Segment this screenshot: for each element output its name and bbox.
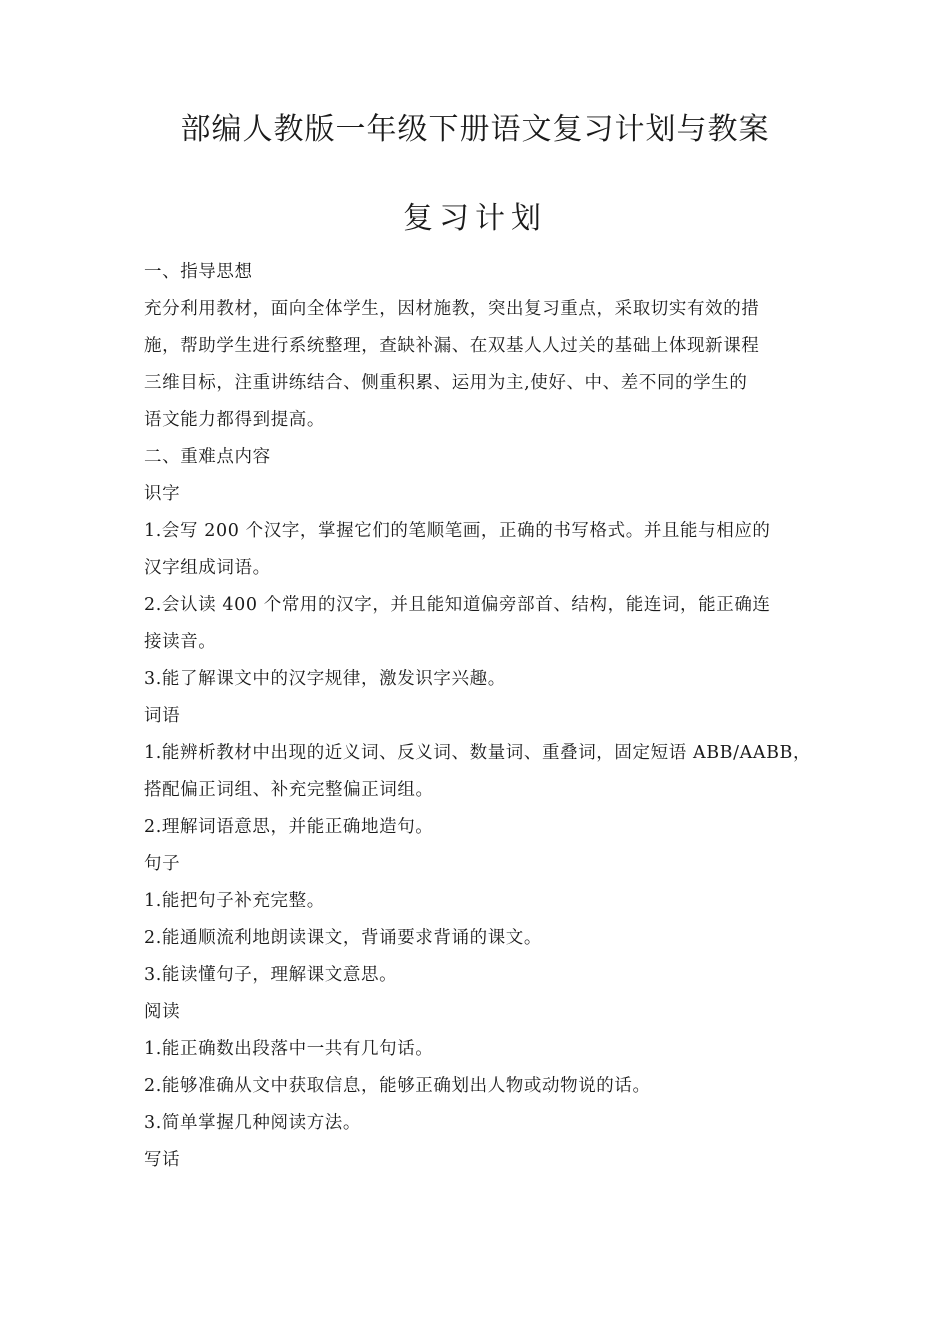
paragraph-line: 三维目标，注重讲练结合、侧重积累、运用为主,使好、中、差不同的学生的 [144, 373, 748, 393]
heading-key-content: 二、重难点内容 [144, 447, 271, 467]
paragraph-line: 施，帮助学生进行系统整理，查缺补漏、在双基人人过关的基础上体现新课程 [144, 336, 760, 356]
subheading-sentences: 句子 [144, 854, 181, 874]
list-item: 2.能够准确从文中获取信息，能够正确划出人物或动物说的话。 [144, 1076, 651, 1096]
list-item: 3.能读懂句子，理解课文意思。 [144, 965, 398, 985]
paragraph-line: 语文能力都得到提高。 [144, 410, 325, 430]
list-item: 2.会认读 400 个常用的汉字，并且能知道偏旁部首、结构，能连词，能正确连 [144, 595, 771, 615]
list-item: 1.能正确数出段落中一共有几句话。 [144, 1039, 434, 1059]
subheading-literacy: 识字 [144, 484, 181, 504]
list-item: 2.能通顺流利地朗读课文，背诵要求背诵的课文。 [144, 928, 542, 948]
list-item-continuation: 汉字组成词语。 [144, 558, 271, 578]
list-item: 1.能辨析教材中出现的近义词、反义词、数量词、重叠词，固定短语 ABB/AABB， [144, 743, 812, 763]
subheading-vocabulary: 词语 [144, 706, 181, 726]
list-item: 3.简单掌握几种阅读方法。 [144, 1113, 361, 1133]
list-item: 2.理解词语意思，并能正确地造句。 [144, 817, 434, 837]
list-item-continuation: 搭配偏正词组、补充完整偏正词组。 [144, 780, 434, 800]
list-item: 3.能了解课文中的汉字规律，激发识字兴趣。 [144, 669, 506, 689]
document-body [144, 254, 812, 1179]
document-title: 部编人教版一年级下册语文复习计划与教案 [180, 112, 770, 147]
heading-guiding-idea: 一、指导思想 [144, 262, 253, 282]
list-item-continuation: 接读音。 [144, 632, 217, 652]
paragraph-line: 充分利用教材，面向全体学生，因材施教，突出复习重点，采取切实有效的措 [144, 299, 760, 319]
subheading-reading: 阅读 [144, 1002, 181, 1022]
list-item: 1.会写 200 个汉字，掌握它们的笔顺笔画，正确的书写格式。并且能与相应的 [144, 521, 771, 541]
section-title: 复习计划 [403, 201, 547, 236]
list-item: 1.能把句子补充完整。 [144, 891, 325, 911]
subheading-writing: 写话 [144, 1150, 181, 1170]
